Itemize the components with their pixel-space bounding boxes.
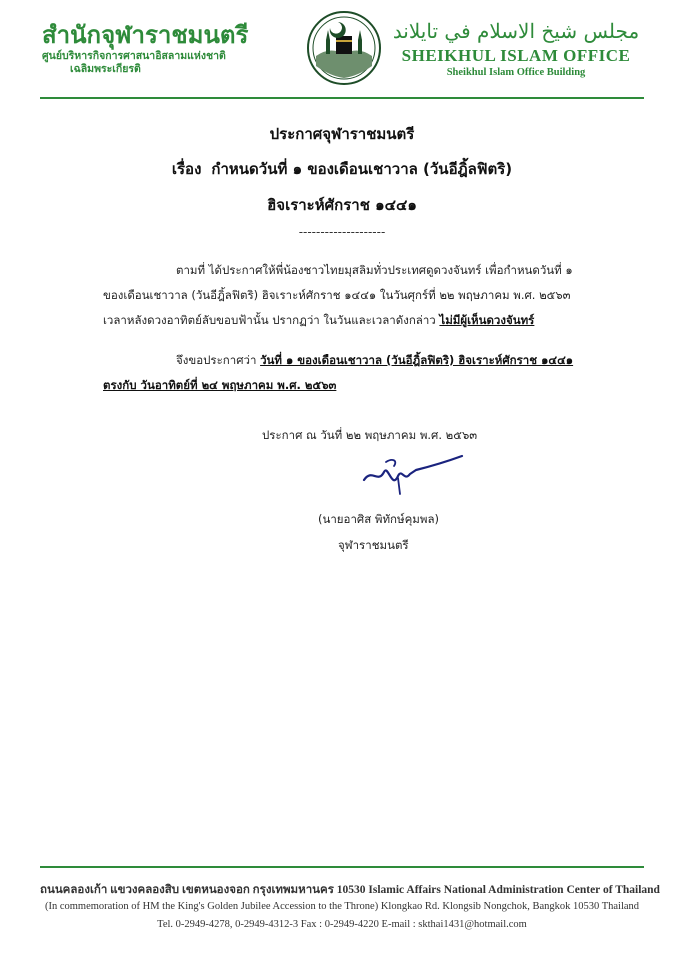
announcement-year: ฮิจเราะห์ศักราช ๑๔๔๑ bbox=[267, 196, 417, 214]
paragraph1-line2: ของเดือนเชาวาล (วันอีฎิ้ลฟิตริ) ฮิจเราะห์ศักราช ๑๔๔๑ ในวันศุกร์ที่ ๒๒ พฤษภาคม พ.ศ. ๒๕๖๓ bbox=[103, 288, 571, 302]
heading-separator: -------------------- bbox=[298, 225, 386, 239]
org-name-thai: สำนักจุฬาราชมนตรี bbox=[42, 21, 249, 49]
org-name-english: SHEIKHUL ISLAM OFFICE bbox=[401, 46, 631, 65]
footer-commemoration: (In commemoration of HM the King's Golden Jubilee Accession to the Throne) Klongkao Rd. Klongsib Nongchok, Bangkok 10530 Thailand bbox=[44, 901, 640, 912]
paragraph1-line3 bbox=[103, 312, 534, 328]
signatory-position: จุฬาราชมนตรี bbox=[338, 538, 409, 552]
signatory-name: (นายอาศิส พิทักษ์คุมพล) bbox=[318, 512, 439, 526]
footer-address: ถนนคลองเก้า แขวงคลองสิบ เขตหนองจอก กรุงเทพมหานคร 10530 Islamic Affairs National Administration Center of Thailand bbox=[40, 884, 660, 896]
org-name-arabic: مجلس شيخ الاسلام في تايلاند bbox=[392, 19, 640, 43]
letterhead-english-block bbox=[392, 16, 640, 80]
gregorian-date-emphasis: ตรงกับ วันอาทิตย์ที่ ๒๔ พฤษภาคม พ.ศ. ๒๕๖๓ bbox=[103, 378, 337, 392]
org-subtitle-line1: ศูนย์บริหารกิจการศาสนาอิสลามแห่งชาติ bbox=[42, 50, 226, 62]
paragraph1-line1: ตามที่ ได้ประกาศให้พี่น้องชาวไทยมุสลิมทั่วประเทศดูดวงจันทร์ เพื่อกำหนดวันที่ ๑ bbox=[176, 263, 573, 277]
building-name-english: Sheikhul Islam Office Building bbox=[446, 67, 586, 78]
sheikhul-islam-emblem-icon bbox=[306, 10, 382, 86]
paragraph1-line3-text: เวลาหลังดวงอาทิตย์ลับขอบฟ้านั้น ปรากฏว่า ในวันและเวลาดังกล่าว bbox=[103, 313, 436, 327]
letterhead-thai-block bbox=[42, 20, 292, 76]
paragraph2-line1 bbox=[176, 352, 573, 368]
eid-date-emphasis: วันที่ ๑ ของเดือนเชาวาล (วันอีฎิ้ลฟิตริ) ฮิจเราะห์ศักราช ๑๔๔๑ bbox=[260, 353, 574, 367]
header-divider bbox=[40, 97, 644, 99]
handwritten-signature bbox=[358, 450, 468, 500]
footer-contact: Tel. 0-2949-4278, 0-2949-4312-3 Fax : 0-2949-4220 E-mail : skthai1431@hotmail.com bbox=[157, 919, 527, 930]
no-moon-sighted-emphasis: ไม่มีผู้เห็นดวงจันทร์ bbox=[439, 313, 535, 327]
org-subtitle-line2: เฉลิมพระเกียรติ bbox=[70, 63, 141, 75]
paragraph2-intro: จึงขอประกาศว่า bbox=[176, 353, 257, 367]
announcement-title: ประกาศจุฬาราชมนตรี bbox=[269, 125, 415, 143]
subject-label: เรื่อง bbox=[171, 160, 202, 178]
announcement-date: ประกาศ ณ วันที่ ๒๒ พฤษภาคม พ.ศ. ๒๕๖๓ bbox=[262, 428, 478, 442]
announcement-subject bbox=[40, 157, 644, 181]
footer-divider bbox=[40, 866, 644, 868]
paragraph2-line2 bbox=[103, 377, 336, 393]
subject-text: กำหนดวันที่ ๑ ของเดือนเชาวาล (วันอีฎิ้ลฟิตริ) bbox=[211, 160, 513, 178]
